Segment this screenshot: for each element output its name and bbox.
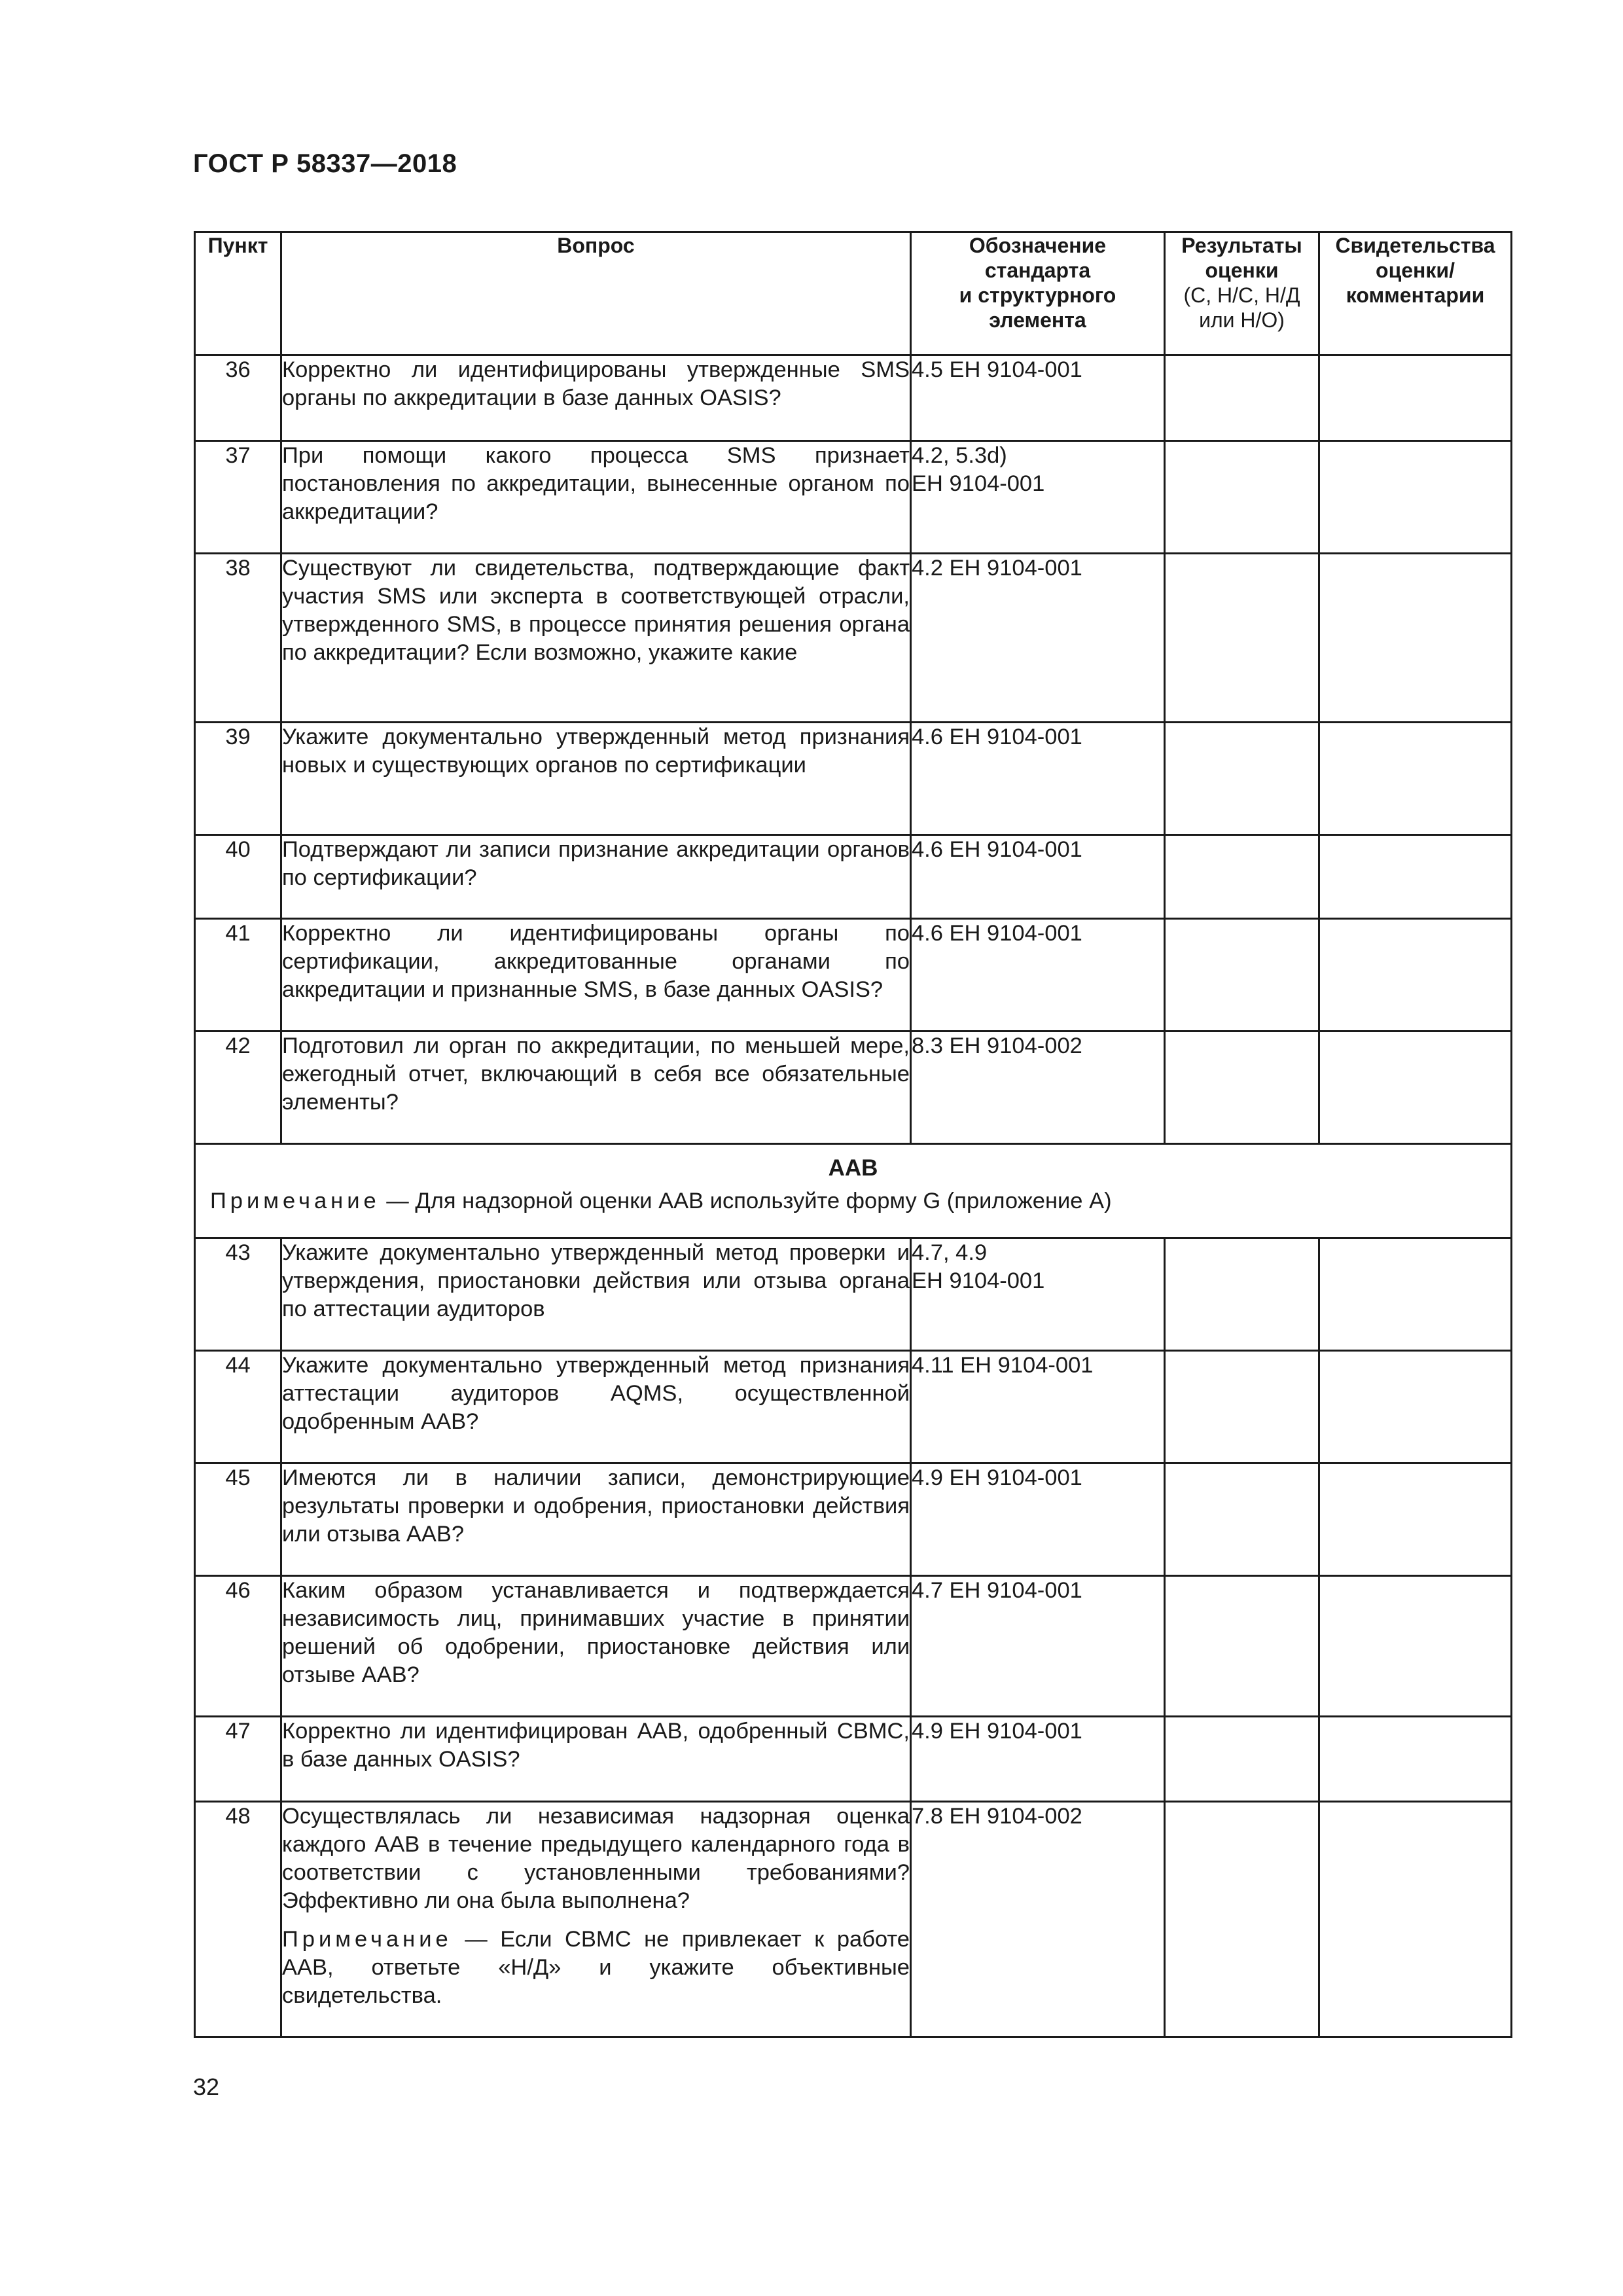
standard-ref: 4.5 ЕН 9104-001 <box>911 355 1165 441</box>
result-cell[interactable] <box>1165 441 1319 554</box>
table-header-row <box>195 232 1512 355</box>
evidence-cell[interactable] <box>1319 355 1512 441</box>
table-row <box>195 723 1512 835</box>
question-text: Существуют ли свидетельства, подтверждающие факт участия SMS или эксперта в соответствующей отрасли, утвержденного SMS, в процессе принятия решения органа по аккредитации? Если возможно, укажите какие <box>281 554 911 723</box>
question-text: Каким образом устанавливается и подтверждается независимость лиц, принимавших участие в принятии решений об одобрении, приостановке действия или отзыве ААВ? <box>281 1576 911 1717</box>
result-cell[interactable] <box>1165 723 1319 835</box>
note-label: Примечание <box>282 1927 452 1952</box>
standard-ref: 4.7, 4.9 ЕН 9104-001 <box>911 1238 1165 1351</box>
question-text: Укажите документально утвержденный метод проверки и утверждения, приостановки действия или отзыва органа по аттестации аудиторов <box>281 1238 911 1351</box>
item-number: 41 <box>195 919 281 1031</box>
standard-ref: 4.6 ЕН 9104-001 <box>911 723 1165 835</box>
standard-ref: 4.2 ЕН 9104-001 <box>911 554 1165 723</box>
column-header-question: Вопрос <box>281 232 911 355</box>
item-number: 46 <box>195 1576 281 1717</box>
result-cell[interactable] <box>1165 1463 1319 1576</box>
column-header-standard: Обозначение стандарта и структурного элемента <box>911 232 1165 355</box>
standard-ref: 4.6 ЕН 9104-001 <box>911 835 1165 919</box>
evidence-cell[interactable] <box>1319 835 1512 919</box>
evidence-cell[interactable] <box>1319 1031 1512 1144</box>
section-title: ААВ <box>828 1155 878 1181</box>
item-number: 39 <box>195 723 281 835</box>
standard-ref: 4.6 ЕН 9104-001 <box>911 919 1165 1031</box>
table-row <box>195 1717 1512 1802</box>
evidence-cell[interactable] <box>1319 1802 1512 2037</box>
question-text: При помощи какого процесса SMS признает постановления по аккредитации, вынесенные органом по аккредитации? <box>281 441 911 554</box>
standard-ref: 4.9 ЕН 9104-001 <box>911 1717 1165 1802</box>
evidence-cell[interactable] <box>1319 1351 1512 1463</box>
item-number: 47 <box>195 1717 281 1802</box>
evidence-cell[interactable] <box>1319 1238 1512 1351</box>
result-cell[interactable] <box>1165 1802 1319 2037</box>
assessment-table <box>194 231 1512 2038</box>
evidence-cell[interactable] <box>1319 554 1512 723</box>
note-label: Примечание <box>210 1189 380 1213</box>
standard-ref: 4.9 ЕН 9104-001 <box>911 1463 1165 1576</box>
question-text: Подготовил ли орган по аккредитации, по меньшей мере, ежегодный отчет, включающий в себя все обязательные элементы? <box>281 1031 911 1144</box>
result-cell[interactable] <box>1165 355 1319 441</box>
result-cell[interactable] <box>1165 1031 1319 1144</box>
table-row <box>195 835 1512 919</box>
result-cell[interactable] <box>1165 1351 1319 1463</box>
evidence-cell[interactable] <box>1319 723 1512 835</box>
question-text: Корректно ли идентифицированы органы по сертификации, аккредитованные органами по аккредитации и признанные SMS, в базе данных OASIS? <box>281 919 911 1031</box>
section-cell <box>195 1144 1512 1238</box>
result-cell[interactable] <box>1165 835 1319 919</box>
document-header: ГОСТ Р 58337—2018 <box>193 149 457 178</box>
table-row <box>195 441 1512 554</box>
item-number: 37 <box>195 441 281 554</box>
result-cell[interactable] <box>1165 1717 1319 1802</box>
table-row <box>195 1802 1512 2037</box>
note-text: — Для надзорной оценки ААВ используйте форму G (приложение А) <box>380 1189 1112 1213</box>
evidence-cell[interactable] <box>1319 441 1512 554</box>
question-text: Укажите документально утвержденный метод признания аттестации аудиторов AQMS, осуществленной одобренным ААВ? <box>281 1351 911 1463</box>
standard-ref: 4.11 ЕН 9104-001 <box>911 1351 1165 1463</box>
column-header-result: Результаты оценки (С, Н/С, Н/Д или Н/О) <box>1165 232 1319 355</box>
item-number: 42 <box>195 1031 281 1144</box>
question-text <box>281 1802 911 2037</box>
question-text: Укажите документально утвержденный метод признания новых и существующих органов по сертификации <box>281 723 911 835</box>
question-text: Подтверждают ли записи признание аккредитации органов по сертификации? <box>281 835 911 919</box>
standard-ref: 4.2, 5.3d) ЕН 9104-001 <box>911 441 1165 554</box>
item-number: 40 <box>195 835 281 919</box>
question-text: Имеются ли в наличии записи, демонстрирующие результаты проверки и одобрения, приостановки действия или отзыва ААВ? <box>281 1463 911 1576</box>
item-number: 36 <box>195 355 281 441</box>
section-note <box>210 1187 1496 1215</box>
table-row <box>195 554 1512 723</box>
result-cell[interactable] <box>1165 919 1319 1031</box>
table-row <box>195 1238 1512 1351</box>
item-number: 48 <box>195 1802 281 2037</box>
question-main-text: Осуществлялась ли независимая надзорная оценка каждого ААВ в течение предыдущего календарного года в соответствии с установленными требованиями? Эффективно ли она была выполнена? <box>282 1804 910 1913</box>
question-text: Корректно ли идентифицирован ААВ, одобренный СВМС, в базе данных OASIS? <box>281 1717 911 1802</box>
standard-ref: 7.8 ЕН 9104-002 <box>911 1802 1165 2037</box>
item-number: 38 <box>195 554 281 723</box>
item-number: 43 <box>195 1238 281 1351</box>
table-row <box>195 355 1512 441</box>
note-text: — Если СВМС не привлекает к работе ААВ, ответьте «Н/Д» и укажите объективные свидетельства. <box>282 1927 910 2008</box>
column-header-item: Пункт <box>195 232 281 355</box>
evidence-cell[interactable] <box>1319 1463 1512 1576</box>
table-row <box>195 1351 1512 1463</box>
standard-ref: 4.7 ЕН 9104-001 <box>911 1576 1165 1717</box>
result-cell[interactable] <box>1165 1238 1319 1351</box>
column-header-evidence: Свидетельства оценки/ комментарии <box>1319 232 1512 355</box>
evidence-cell[interactable] <box>1319 1717 1512 1802</box>
section-row-aab <box>195 1144 1512 1238</box>
item-number: 44 <box>195 1351 281 1463</box>
page-number: 32 <box>193 2073 220 2100</box>
table-row <box>195 1463 1512 1576</box>
result-cell[interactable] <box>1165 1576 1319 1717</box>
standard-ref: 8.3 ЕН 9104-002 <box>911 1031 1165 1144</box>
question-text: Корректно ли идентифицированы утвержденные SMS органы по аккредитации в базе данных OASIS? <box>281 355 911 441</box>
evidence-cell[interactable] <box>1319 1576 1512 1717</box>
question-note <box>282 1926 910 2010</box>
table-row <box>195 919 1512 1031</box>
item-number: 45 <box>195 1463 281 1576</box>
table-row <box>195 1031 1512 1144</box>
result-cell[interactable] <box>1165 554 1319 723</box>
evidence-cell[interactable] <box>1319 919 1512 1031</box>
table-row <box>195 1576 1512 1717</box>
